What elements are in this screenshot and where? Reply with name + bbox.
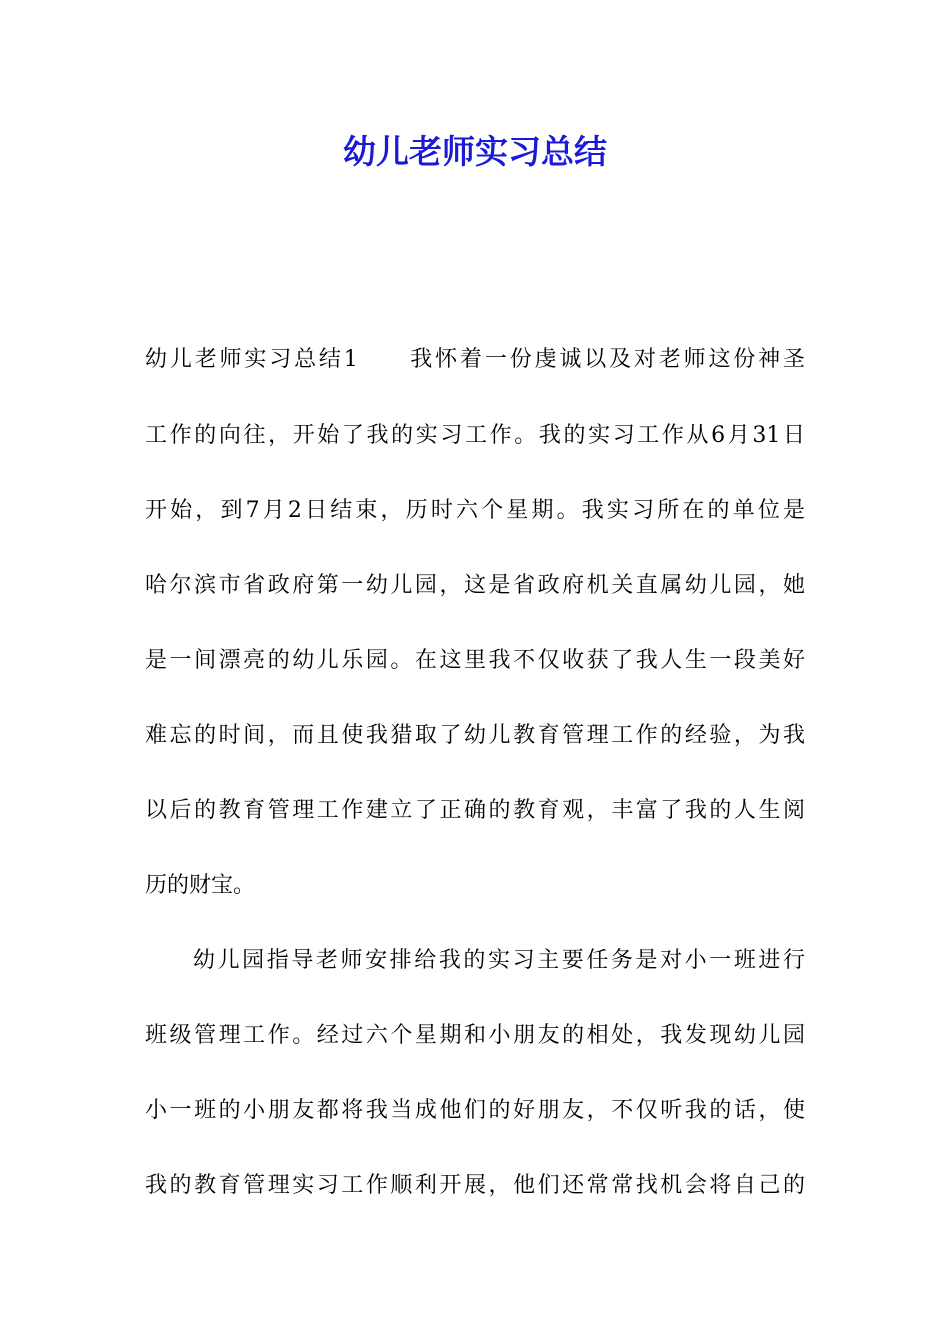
paragraph-line: 幼儿老师实习总结1 我怀着一份虔诚以及对老师这份神圣	[145, 347, 805, 372]
paragraph-line: 是一间漂亮的幼儿乐园。在这里我不仅收获了我人生一段美好	[145, 648, 805, 673]
paragraph-line: 工作的向往，开始了我的实习工作。我的实习工作从6月31日	[145, 423, 805, 448]
paragraph-line: 我的教育管理实习工作顺利开展，他们还常常找机会将自己的	[145, 1173, 805, 1198]
document-title: 幼儿老师实习总结	[343, 132, 607, 171]
paragraph-line: 开始，到7月2日结束，历时六个星期。我实习所在的单位是	[145, 498, 805, 523]
paragraph-line: 历的财宝。	[145, 873, 256, 898]
paragraph-line: 难忘的时间，而且使我猎取了幼儿教育管理工作的经验，为我	[145, 723, 805, 748]
paragraph-line: 哈尔滨市省政府第一幼儿园，这是省政府机关直属幼儿园，她	[145, 573, 805, 598]
paragraph-line: 班级管理工作。经过六个星期和小朋友的相处，我发现幼儿园	[145, 1023, 805, 1048]
paragraph-line: 小一班的小朋友都将我当成他们的好朋友，不仅听我的话，使	[145, 1098, 805, 1123]
paragraph-line: 幼儿园指导老师安排给我的实习主要任务是对小一班进行	[193, 948, 805, 973]
paragraph-line: 以后的教育管理工作建立了正确的教育观，丰富了我的人生阅	[145, 798, 805, 823]
